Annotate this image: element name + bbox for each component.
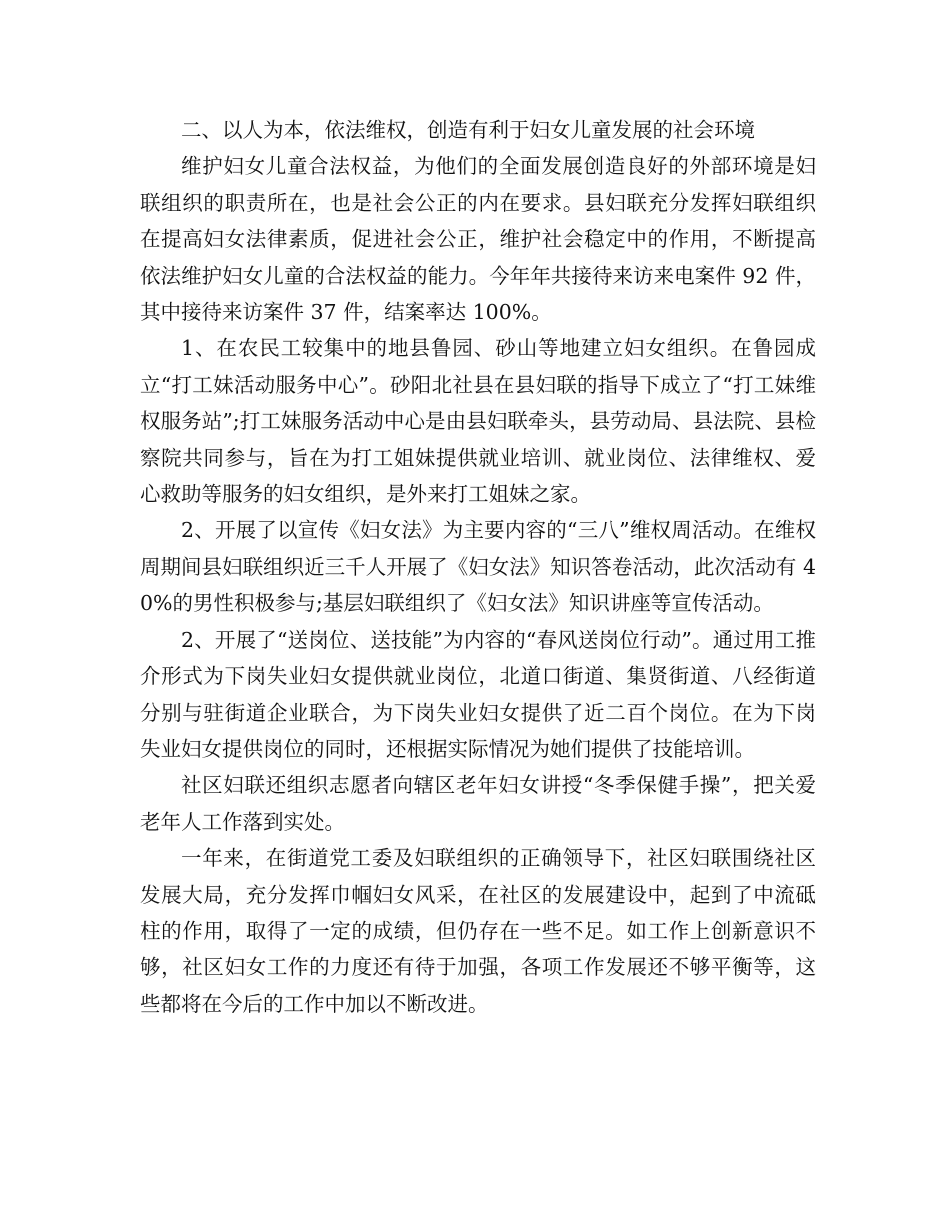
document-body <box>140 112 816 1022</box>
paragraph-item-2: 2、开展了以宣传《妇女法》为主要内容的“三八”维权周活动。在维权周期间县妇联组织近三千人开展了《妇女法》知识答卷活动，此次活动有 40%的男性积极参与;基层妇联组织了《妇女法》知识讲座等宣传活动。 <box>140 518 816 616</box>
paragraph-elderly: 社区妇联还组织志愿者向辖区老年妇女讲授“冬季保健手操”，把关爱老年人工作落到实处。 <box>140 773 816 834</box>
section-heading: 二、以人为本，依法维权，创造有利于妇女儿童发展的社会环境 <box>181 118 755 142</box>
paragraph-intro: 维护妇女儿童合法权益，为他们的全面发展创造良好的外部环境是妇联组织的职责所在，也是社会公正的内在要求。县妇联充分发挥妇联组织在提高妇女法律素质，促进社会公正，维护社会稳定中的作用，不断提高依法维护妇女儿童的合法权益的能力。今年年共接待来访来电案件 92 件，其中接待来访案件 37 件，结案率达 100%。 <box>140 154 816 325</box>
paragraph-item-2b: 2、开展了“送岗位、送技能”为内容的“春风送岗位行动”。通过用工推介形式为下岗失业妇女提供就业岗位，北道口街道、集贤街道、八经街道分别与驻街道企业联合，为下岗失业妇女提供了近二百个岗位。在为下岗失业妇女提供岗位的同时，还根据实际情况为她们提供了技能培训。 <box>140 627 816 761</box>
paragraph-summary: 一年来，在街道党工委及妇联组织的正确领导下，社区妇联围绕社区发展大局，充分发挥巾帼妇女风采，在社区的发展建设中，起到了中流砥柱的作用，取得了一定的成绩，但仍存在一些不足。如工作上创新意识不够，社区妇女工作的力度还有待于加强，各项工作发展还不够平衡等，这些都将在今后的工作中加以不断改进。 <box>140 846 816 1016</box>
paragraph-item-1: 1、在农民工较集中的地县鲁园、砂山等地建立妇女组织。在鲁园成立“打工妹活动服务中心”。砂阳北社县在县妇联的指导下成立了“打工妹维权服务站”;打工妹服务活动中心是由县妇联牵头，县劳动局、县法院、县检察院共同参与，旨在为打工姐妹提供就业培训、就业岗位、法律维权、爱心救助等服务的妇女组织，是外来打工姐妹之家。 <box>140 336 816 507</box>
